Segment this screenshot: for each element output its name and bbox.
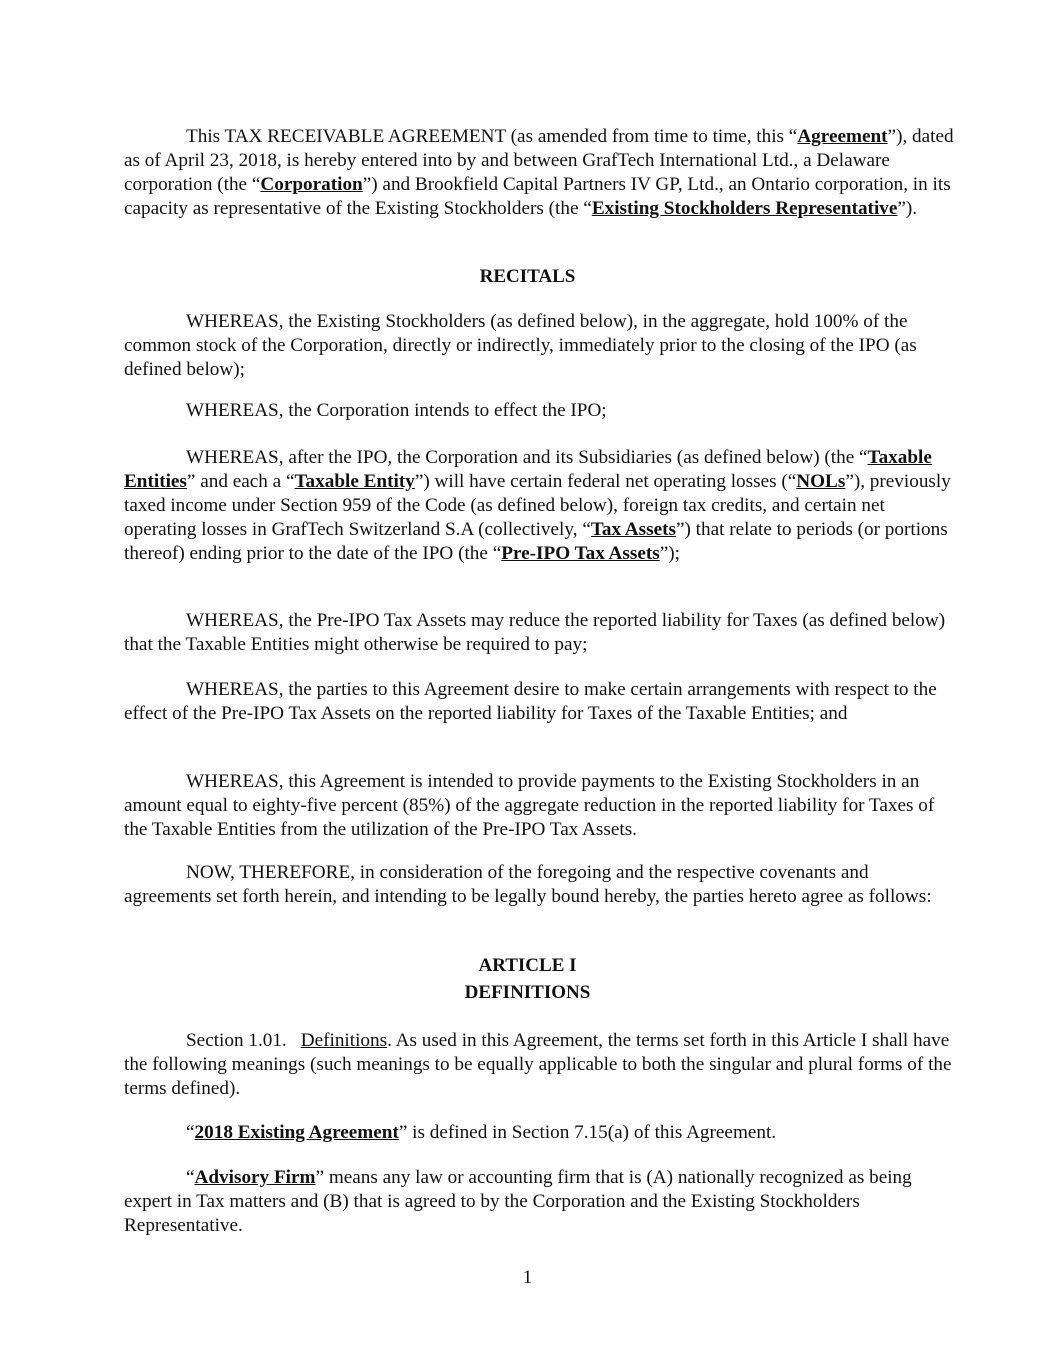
intro-text-1: This TAX RECEIVABLE AGREEMENT (as amended from time to time, this “ xyxy=(186,126,798,147)
defined-term-agreement: Agreement xyxy=(797,126,888,147)
recitals-heading: RECITALS xyxy=(479,266,576,287)
section-text: . As used in this Agreement, the terms set forth in this Article I shall have the following meanings (such meanings to be equally applicable to both the singular and plural forms of the terms defined). xyxy=(124,1030,952,1099)
defined-term-advisory-firm: Advisory Firm xyxy=(194,1167,316,1188)
definition-2018-existing-agreement xyxy=(124,1121,954,1145)
intro-text-4: ”). xyxy=(897,198,918,219)
section-heading: Definitions xyxy=(300,1030,388,1051)
defined-term-taxable-entities: Taxable Entities xyxy=(124,447,932,492)
recital-paragraph-3 xyxy=(124,446,954,566)
intro-text-3: ”) and Brookfield Capital Partners IV GP, Ltd., an Ontario corporation, in its capacity as representative of the Existing Stockholders (the “ xyxy=(124,174,951,219)
recital-3-text-5: ”) that relate to periods (or portions thereof) ending prior to the date of the IPO (the “ xyxy=(124,519,948,564)
recital-3-text-1: WHEREAS, after the IPO, the Corporation and its Subsidiaries (as defined below) (the “ xyxy=(186,447,868,468)
definition-advisory-firm xyxy=(124,1166,954,1238)
recital-3-text-6: ”); xyxy=(659,543,680,564)
section-1-01-paragraph xyxy=(124,1029,954,1101)
recital-paragraph-6: WHEREAS, this Agreement is intended to provide payments to the Existing Stockholders in an amount equal to eighty-five percent (85%) of the aggregate reduction in the reported liability for Taxes of the Taxable Entities from the utilization of the Pre-IPO Tax Assets. xyxy=(124,771,935,840)
recital-3-text-2: ” and each a “ xyxy=(186,471,295,492)
recital-paragraph-7: NOW, THEREFORE, in consideration of the foregoing and the respective covenants and agreements set forth herein, and intending to be legally bound hereby, the parties hereto agree as follows: xyxy=(124,862,932,907)
recital-paragraph-1: WHEREAS, the Existing Stockholders (as defined below), in the aggregate, hold 100% of the common stock of the Corporation, directly or indirectly, immediately prior to the closing of the IPO (as defined below); xyxy=(124,311,917,380)
article-number: ARTICLE I xyxy=(478,955,577,976)
intro-paragraph xyxy=(124,125,954,221)
definition-2-open-quote: “ xyxy=(186,1167,195,1188)
defined-term-corporation: Corporation xyxy=(260,174,363,195)
recital-3-text-3: ”) will have certain federal net operating losses (“ xyxy=(414,471,797,492)
article-title: DEFINITIONS xyxy=(464,982,591,1003)
intro-text-2: ”), dated as of April 23, 2018, is hereby entered into by and between GrafTech International Ltd., a Delaware corporation (the “ xyxy=(124,126,954,195)
recital-paragraph-5: WHEREAS, the parties to this Agreement desire to make certain arrangements with respect to the effect of the Pre-IPO Tax Assets on the reported liability for Taxes of the Taxable Entities; and xyxy=(124,679,937,724)
defined-term-pre-ipo-tax-assets: Pre-IPO Tax Assets xyxy=(501,543,660,564)
recital-3-text-4: ”), previously taxed income under Section 959 of the Code (as defined below), foreign tax credits, and certain net operating losses in GrafTech Switzerland S.A (collectively, “ xyxy=(124,471,951,540)
recital-paragraph-4: WHEREAS, the Pre-IPO Tax Assets may reduce the reported liability for Taxes (as defined below) that the Taxable Entities might otherwise be required to pay; xyxy=(124,610,946,655)
page-number: 1 xyxy=(522,1267,533,1288)
defined-term-taxable-entity: Taxable Entity xyxy=(294,471,415,492)
defined-term-2018-existing-agreement: 2018 Existing Agreement xyxy=(194,1122,399,1143)
recital-paragraph-2: WHEREAS, the Corporation intends to effect the IPO; xyxy=(186,400,607,421)
definition-1-open-quote: “ xyxy=(186,1122,195,1143)
defined-term-existing-stockholders-representative: Existing Stockholders Representative xyxy=(591,198,898,219)
defined-term-tax-assets: Tax Assets xyxy=(590,519,676,540)
definition-1-text: ” is defined in Section 7.15(a) of this Agreement. xyxy=(398,1122,777,1143)
defined-term-nols: NOLs xyxy=(796,471,846,492)
definition-2-text: ” means any law or accounting firm that is (A) nationally recognized as being expert in Tax matters and (B) that is agreed to by the Corporation and the Existing Stockholders Representative. xyxy=(124,1167,912,1236)
section-number: Section 1.01. xyxy=(186,1030,287,1051)
